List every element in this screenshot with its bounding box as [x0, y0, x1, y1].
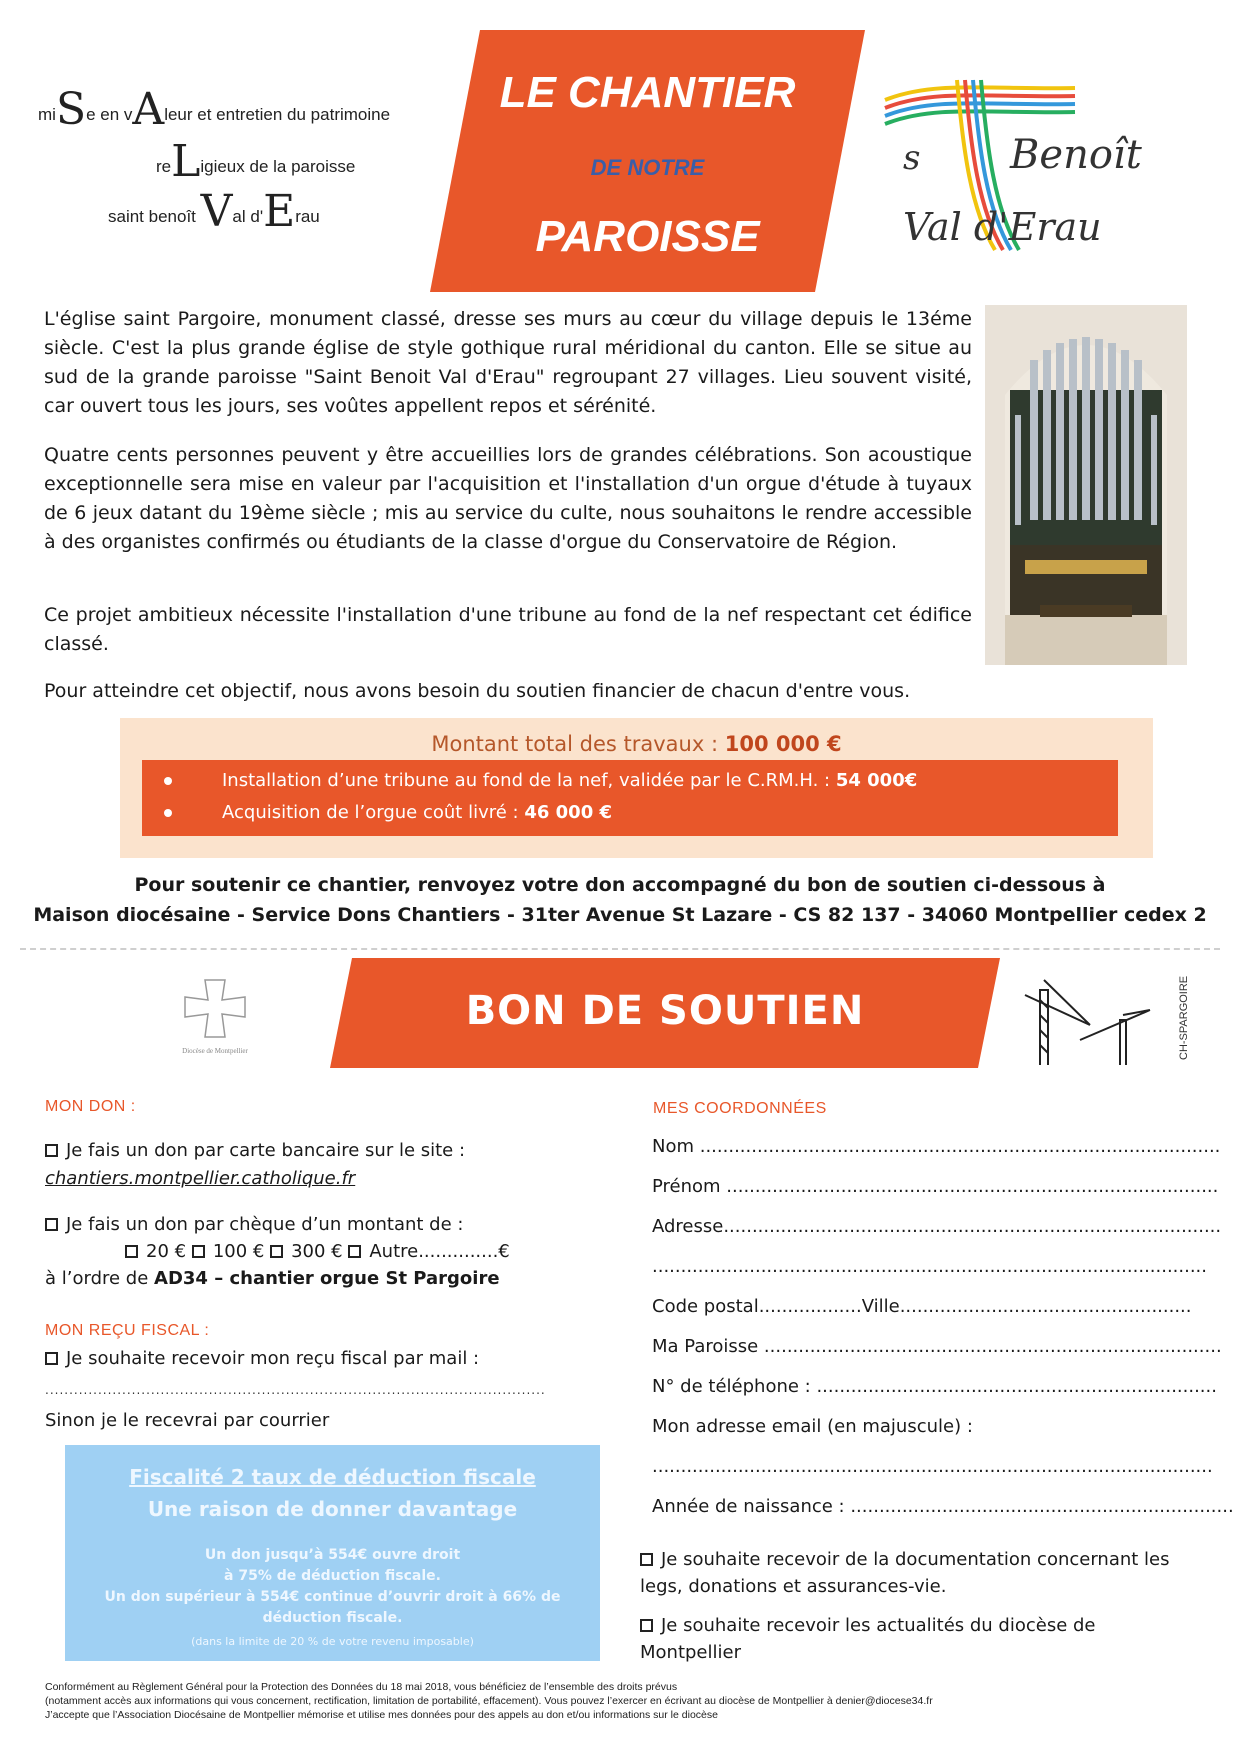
cost-item-label: Acquisition de l’orgue coût livré : [222, 802, 525, 823]
annee-naissance-field[interactable]: Année de naissance : ................................................................... [652, 1496, 1234, 1517]
documentation-label-2: legs, donations et assurances-vie. [640, 1576, 947, 1597]
bullet-icon [164, 777, 172, 785]
checkbox-icon[interactable] [45, 1218, 58, 1231]
motto-text: rau [295, 207, 320, 226]
email-label: Mon adresse email (en majuscule) : [652, 1416, 973, 1437]
amount-label: 20 € [146, 1241, 187, 1262]
cross-icon [170, 975, 260, 1045]
news-label: Je souhaite recevoir les actualités du diocèse de [661, 1615, 1096, 1636]
legal-line: Conformément au Règlement Général pour la Protection des Données du 18 mai 2018, vous bénéficiez de l’ensemble des droits prévus [45, 1681, 678, 1693]
cost-item-amount: 46 000 € [524, 802, 613, 823]
cheque-option[interactable] [45, 1214, 463, 1235]
legal-notice [45, 1680, 1195, 1722]
recu-email-field[interactable]: ........................................................................................................ [45, 1383, 546, 1397]
nom-field[interactable]: Nom ........................................................................................... [652, 1136, 1221, 1157]
coord-title: MES COORDONNÉES [653, 1100, 827, 1117]
motto-line-3 [108, 186, 320, 237]
amount-option-other[interactable] [348, 1241, 509, 1262]
amount-options [125, 1241, 510, 1262]
motto-initial: V [200, 186, 233, 237]
support-line-1: Pour soutenir ce chantier, renvoyez votre don accompagné du bon de soutien ci-dessous à [134, 874, 1106, 896]
cost-item-tribune [164, 770, 917, 791]
paragraph-2: Quatre cents personnes peuvent y être accueillies lors de grandes célébrations. Son acoustique exceptionnelle sera mise en valeur par l'acquisition et l'installation d'un orgue d'étude à tuyaux de 6 jeux datant du 19ème siècle ; mis au service du culte, nous souhaitons le rendre accessible à des organistes confirmés ou étudiants de la classe d'orgue du Conservatoire de Région. [44, 444, 972, 553]
fiscal-line: déduction fiscale. [262, 1610, 403, 1626]
fiscal-title: Fiscalité 2 taux de déduction fiscale [129, 1465, 536, 1489]
motto-text: igieux de la paroisse [200, 157, 356, 176]
prenom-field[interactable]: Prénom ...................................................................................... [652, 1176, 1219, 1197]
card-option[interactable] [45, 1140, 465, 1161]
diocese-logo [170, 975, 260, 1065]
checkbox-icon[interactable] [45, 1144, 58, 1157]
logo-benoit: Benoît [1010, 132, 1142, 178]
recu-title: MON REÇU FISCAL : [45, 1322, 210, 1339]
paragraph-4: Pour atteindre cet objectif, nous avons besoin du soutien financier de chacun d'entre vous. [44, 680, 911, 702]
adresse-field-2[interactable]: ................................................................................................. [652, 1256, 1208, 1277]
checkbox-icon[interactable] [640, 1619, 653, 1632]
documentation-label: Je souhaite recevoir de la documentation concernant les [661, 1549, 1170, 1570]
bon-banner [330, 958, 1000, 1068]
crane-illustration [1020, 970, 1160, 1070]
fiscal-details [65, 1545, 600, 1629]
paragraph-1: L'église saint Pargoire, monument classé, dresse ses murs au cœur du village depuis le 13éme siècle. C'est la plus grande église de style gothique rural méridional du canton. Elle se situe au sud de la grande paroisse "Saint Benoit Val d'Erau" regroupant 27 villages. Lieu souvent visité, car ouvert tous les jours, ses voûtes appellent repos et sérénité. [44, 308, 972, 417]
fiscal-subtitle: Une raison de donner davantage [147, 1497, 518, 1521]
checkbox-icon[interactable] [45, 1352, 58, 1365]
amount-label: Autre..............€ [369, 1241, 510, 1262]
banner-line-2: DE NOTRE [590, 155, 705, 180]
news-label-2: Montpellier [640, 1642, 741, 1663]
banner-line-1: LE CHANTIER [499, 68, 796, 117]
organ-photo [985, 305, 1187, 665]
cost-items-bar [142, 760, 1118, 836]
reference-code: CH-SPARGOIRE [1178, 975, 1190, 1060]
cp-ville-field[interactable]: Code postal..................Ville................................................... [652, 1296, 1192, 1317]
motto-line-1 [38, 84, 391, 135]
don-title: MON DON : [45, 1098, 136, 1115]
motto-initial: S [55, 84, 87, 135]
logo-val-derau: Val d'Erau [903, 205, 1102, 249]
fiscal-line: à 75% de déduction fiscale. [224, 1568, 441, 1584]
checkbox-icon[interactable] [270, 1245, 283, 1258]
cost-total-label: Montant total des travaux : [431, 732, 725, 756]
parish-logo [875, 70, 1175, 270]
cheque-order [45, 1268, 500, 1289]
organ-illustration [985, 305, 1187, 665]
cost-total-amount: 100 000 € [724, 732, 842, 756]
motto-text: mi [38, 105, 56, 124]
cost-box [120, 718, 1153, 858]
bon-title: BON DE SOUTIEN [465, 988, 865, 1034]
checkbox-icon[interactable] [348, 1245, 361, 1258]
crane-icon [1020, 970, 1160, 1070]
recu-mail-option[interactable] [45, 1348, 479, 1369]
support-address: Maison diocésaine - Service Dons Chantiers - 31ter Avenue St Lazare - CS 82 137 - 34060 Montpellier cedex 2 [33, 904, 1207, 926]
diocese-caption: Diocèse de Montpellier [182, 1047, 248, 1055]
cheque-label: Je fais un don par chèque d’un montant de : [66, 1214, 464, 1235]
legal-line: (notamment accès aux informations qui vous concernent, rectification, limitation de portabilité, effacement). Vous pouvez l’exercer en écrivant au diocèse de Montpellier à denier@diocese34.fr [45, 1695, 933, 1707]
card-label: Je fais un don par carte bancaire sur le site : [66, 1140, 466, 1161]
motto-text: leur et entretien du patrimoine [164, 105, 391, 124]
motto-text: saint benoît [108, 207, 201, 226]
recu-otherwise: Sinon je le recevrai par courrier [45, 1410, 330, 1431]
fiscal-line: Un don jusqu’à 554€ ouvre droit [204, 1547, 461, 1563]
paroisse-field[interactable]: Ma Paroisse ................................................................................ [652, 1336, 1222, 1357]
cost-item-orgue [164, 802, 612, 823]
don-section [45, 1098, 645, 1458]
fiscal-note: (dans la limite de 20 % de votre revenu imposable) [191, 1635, 474, 1648]
motto-line-2 [156, 136, 356, 187]
amount-label: 100 € [212, 1241, 265, 1262]
cost-item-label: Installation d’une tribune au fond de la nef, validée par le C.RM.H. : [222, 770, 836, 791]
motto-initial: E [263, 186, 296, 237]
adresse-field[interactable]: Adresse....................................................................................... [652, 1216, 1222, 1237]
amount-option-20[interactable] [125, 1241, 186, 1262]
banner-line-3: PAROISSE [535, 212, 760, 261]
cost-total [120, 732, 1153, 756]
bullet-icon [164, 809, 172, 817]
checkbox-icon[interactable] [192, 1245, 205, 1258]
cost-item-amount: 54 000€ [835, 770, 918, 791]
fiscal-info-box [65, 1445, 600, 1661]
amount-label: 300 € [291, 1241, 343, 1262]
logo-s: s [903, 138, 921, 178]
order-prefix: à l’ordre de [45, 1268, 155, 1289]
checkbox-icon[interactable] [125, 1245, 138, 1258]
order-name: AD34 – chantier orgue St Pargoire [154, 1268, 500, 1289]
motto-initial: L [171, 136, 201, 187]
amount-option-100[interactable] [192, 1241, 265, 1262]
motto-initial: A [132, 84, 165, 135]
legal-line: J’accepte que l’Association Diocésaine de Montpellier mémorise et utilise mes données pour des appels au don et/ou informations sur le diocèse [45, 1709, 718, 1721]
header-banner [430, 30, 865, 292]
cut-line [20, 948, 1220, 950]
motto-text: al d' [232, 207, 264, 226]
motto-text: e en v [86, 105, 133, 124]
motto-text: re [156, 157, 172, 176]
checkbox-icon[interactable] [640, 1553, 653, 1566]
fiscal-line: Un don supérieur à 554€ continue d’ouvrir droit à 66% de [104, 1589, 561, 1605]
documentation-option[interactable] [640, 1549, 1170, 1570]
telephone-field[interactable]: N° de téléphone : ...................................................................... [652, 1376, 1217, 1397]
recu-mail-label: Je souhaite recevoir mon reçu fiscal par mail : [66, 1348, 480, 1369]
news-option[interactable] [640, 1615, 1096, 1636]
paragraph-3: Ce projet ambitieux nécessite l'installation d'une tribune au fond de la nef respectant cet édifice classé. [44, 604, 972, 655]
coordonnees-section [640, 1100, 1234, 1670]
donation-site-link[interactable]: chantiers.montpellier.catholique.fr [45, 1168, 356, 1189]
amount-option-300[interactable] [270, 1241, 343, 1262]
email-field[interactable]: .................................................................................................. [652, 1456, 1213, 1477]
